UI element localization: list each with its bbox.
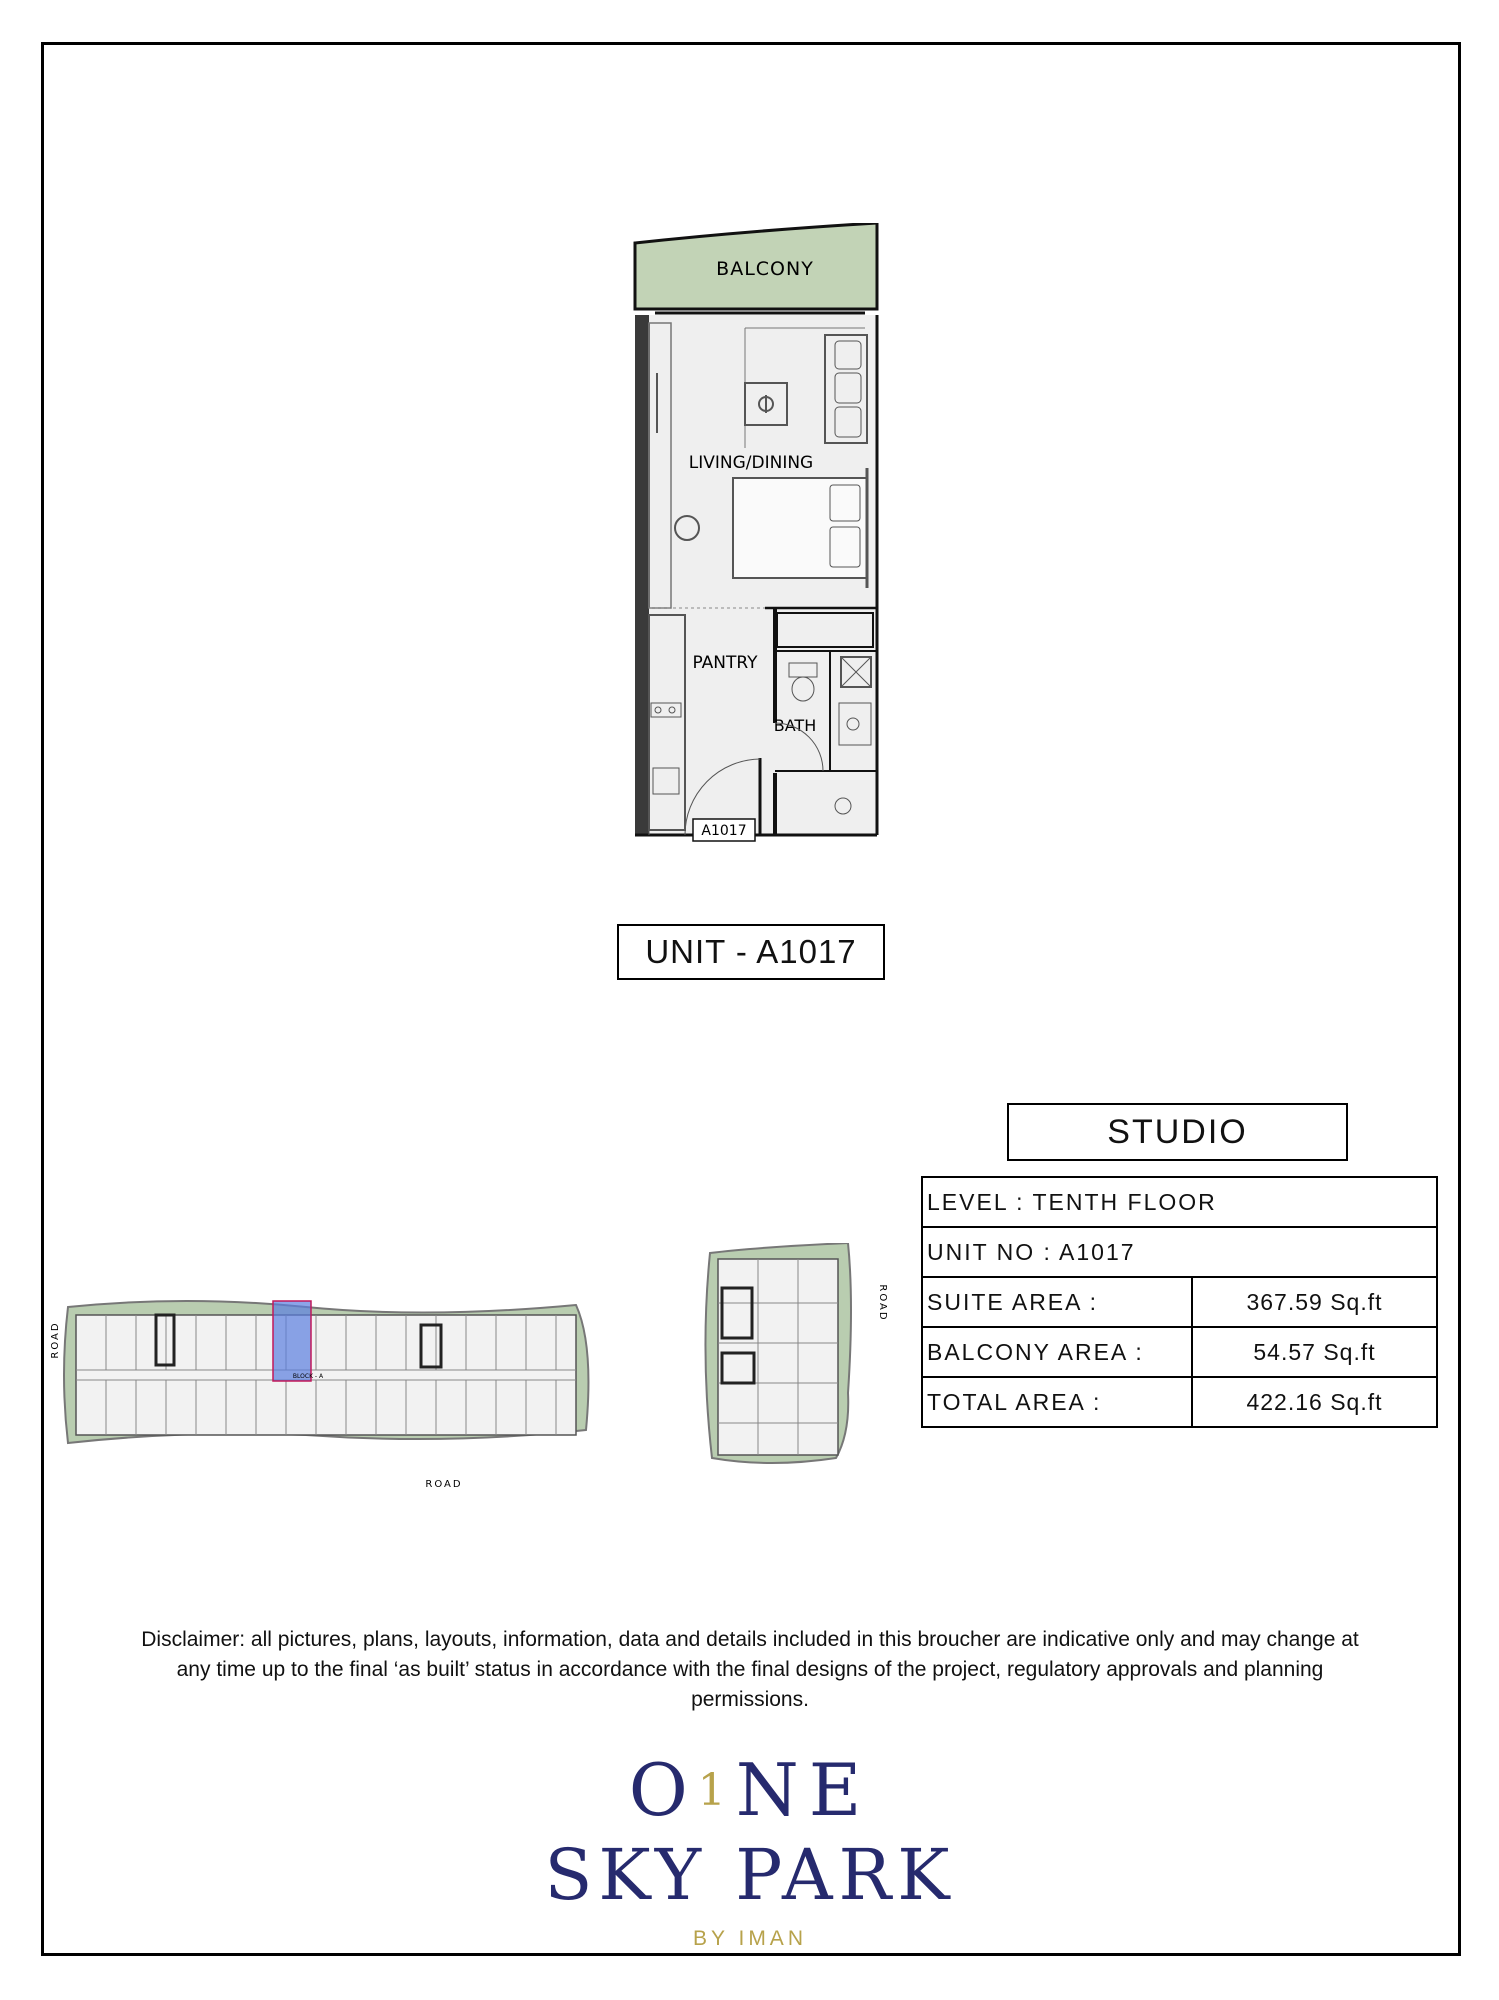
logo-one-left: O — [628, 1748, 698, 1832]
pantry-label: PANTRY — [692, 653, 758, 673]
block-a-building — [76, 1315, 576, 1435]
logo-one — [540, 1750, 960, 1831]
balcony-area-row — [922, 1327, 1437, 1377]
block-label: BLOCK - A — [292, 1373, 324, 1380]
bath-label: BATH — [773, 716, 817, 735]
total-area-row — [922, 1377, 1437, 1427]
unit-type: STUDIO — [1007, 1103, 1348, 1161]
disclaimer-text: Disclaimer: all pictures, plans, layouts, information, data and details included in this broucher are indicative only and may change at any time up to the final ‘as built’ status in accordance with the final designs of the project, regulatory approvals and planning permissions. — [141, 1628, 1359, 1711]
unit-no-row — [922, 1227, 1437, 1277]
total-area-value: 422.16 Sq.ft — [1192, 1377, 1437, 1427]
level-cell: LEVEL : TENTH FLOOR — [922, 1177, 1437, 1227]
logo-one-right: NE — [735, 1748, 872, 1832]
suite-area-label: SUITE AREA : — [922, 1277, 1192, 1327]
road-label-bottom: ROAD — [425, 1479, 463, 1490]
key-plan-tower — [700, 1243, 900, 1473]
balcony-label: BALCONY — [716, 258, 814, 280]
level-row — [922, 1177, 1437, 1227]
total-area-label: TOTAL AREA : — [922, 1377, 1192, 1427]
door-tag: A1017 — [701, 823, 747, 839]
balcony-area-value: 54.57 Sq.ft — [1192, 1327, 1437, 1377]
unit-title: UNIT - A1017 — [617, 924, 885, 980]
logo-sky-park: SKY PARK — [544, 1834, 956, 1916]
balcony-area-label: BALCONY AREA : — [922, 1327, 1192, 1377]
living-dining-label: LIVING/DINING — [688, 453, 814, 473]
suite-area-row — [922, 1277, 1437, 1327]
area-specs-table — [921, 1176, 1438, 1428]
unit-a1017-highlight — [273, 1301, 311, 1381]
road-label-right: ROAD — [877, 1284, 888, 1322]
road-label-left: ROAD — [50, 1321, 61, 1359]
left-wall — [635, 315, 649, 835]
unit-floor-plan — [625, 223, 885, 843]
logo-one-digit: 1 — [697, 1765, 736, 1816]
unit-no-cell: UNIT NO : A1017 — [922, 1227, 1437, 1277]
suite-area-value: 367.59 Sq.ft — [1192, 1277, 1437, 1327]
key-plan-block-a — [46, 1295, 606, 1495]
logo-by-iman: BY IMAN — [693, 1927, 807, 1950]
one-sky-park-logo — [540, 1750, 960, 1951]
bed — [733, 478, 867, 578]
